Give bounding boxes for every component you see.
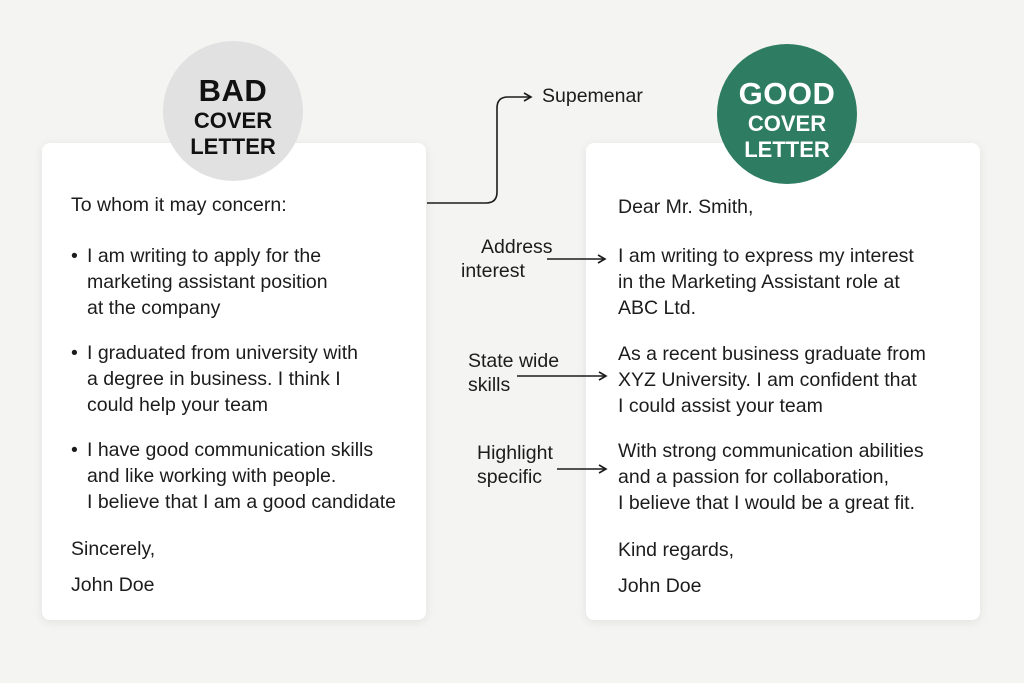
annotation-highlight: Highlight [477, 442, 553, 464]
badge-line: LETTER [190, 133, 276, 159]
good-paragraph-line: ABC Ltd. [618, 297, 697, 319]
bad-bullet-line: at the company [87, 297, 221, 319]
bad-signature: John Doe [71, 574, 155, 596]
bad-bullet-line: I believe that I am a good candidate [87, 491, 396, 513]
bad-salutation: To whom it may concern: [71, 194, 287, 216]
good-paragraph-line: and a passion for collaboration, [618, 466, 890, 488]
bad-bullet-line: I am writing to apply for the [87, 245, 322, 267]
good-paragraph-line: XYZ University. I am confident that [618, 369, 917, 391]
bad-bullet-line: could help your team [87, 394, 269, 416]
good-signature: John Doe [618, 575, 702, 597]
annotation-state: State wide [468, 350, 560, 372]
annotation-address: interest [461, 260, 525, 282]
bad-closing: Sincerely, [71, 538, 156, 560]
good-paragraph-line: I could assist your team [618, 395, 823, 417]
annotation-address: Address [481, 236, 553, 258]
bullet-dot: • [71, 342, 78, 364]
badge-line: COVER [193, 107, 273, 133]
badge-title: BAD [198, 72, 268, 108]
annotation-highlight: specific [477, 466, 543, 488]
bad-bullet-line: marketing assistant position [87, 271, 328, 293]
annotation-top: Supemenar [542, 85, 643, 107]
bullet-dot: • [71, 245, 78, 267]
good-paragraph-line: in the Marketing Assistant role at [618, 271, 900, 293]
bad-bullet-line: I graduated from university with [87, 342, 358, 364]
good-paragraph-line: As a recent business graduate from [618, 343, 926, 365]
badge-title: GOOD [738, 75, 836, 111]
bad-bullet-line: and like working with people. [87, 465, 337, 487]
annotation-state: skills [468, 374, 511, 396]
badge-line: COVER [747, 110, 827, 136]
bullet-dot: • [71, 439, 78, 461]
arrow-top [427, 97, 531, 203]
good-paragraph-line: I am writing to express my interest [618, 245, 914, 267]
bad-bullet-line: I have good communication skills [87, 439, 374, 461]
bad-bullet-line: a degree in business. I think I [87, 368, 341, 390]
good-paragraph-line: I believe that I would be a great fit. [618, 492, 916, 514]
badge-line: LETTER [744, 136, 830, 162]
good-closing: Kind regards, [618, 539, 734, 561]
good-paragraph-line: With strong communication abilities [618, 440, 924, 462]
good-salutation: Dear Mr. Smith, [618, 196, 754, 218]
